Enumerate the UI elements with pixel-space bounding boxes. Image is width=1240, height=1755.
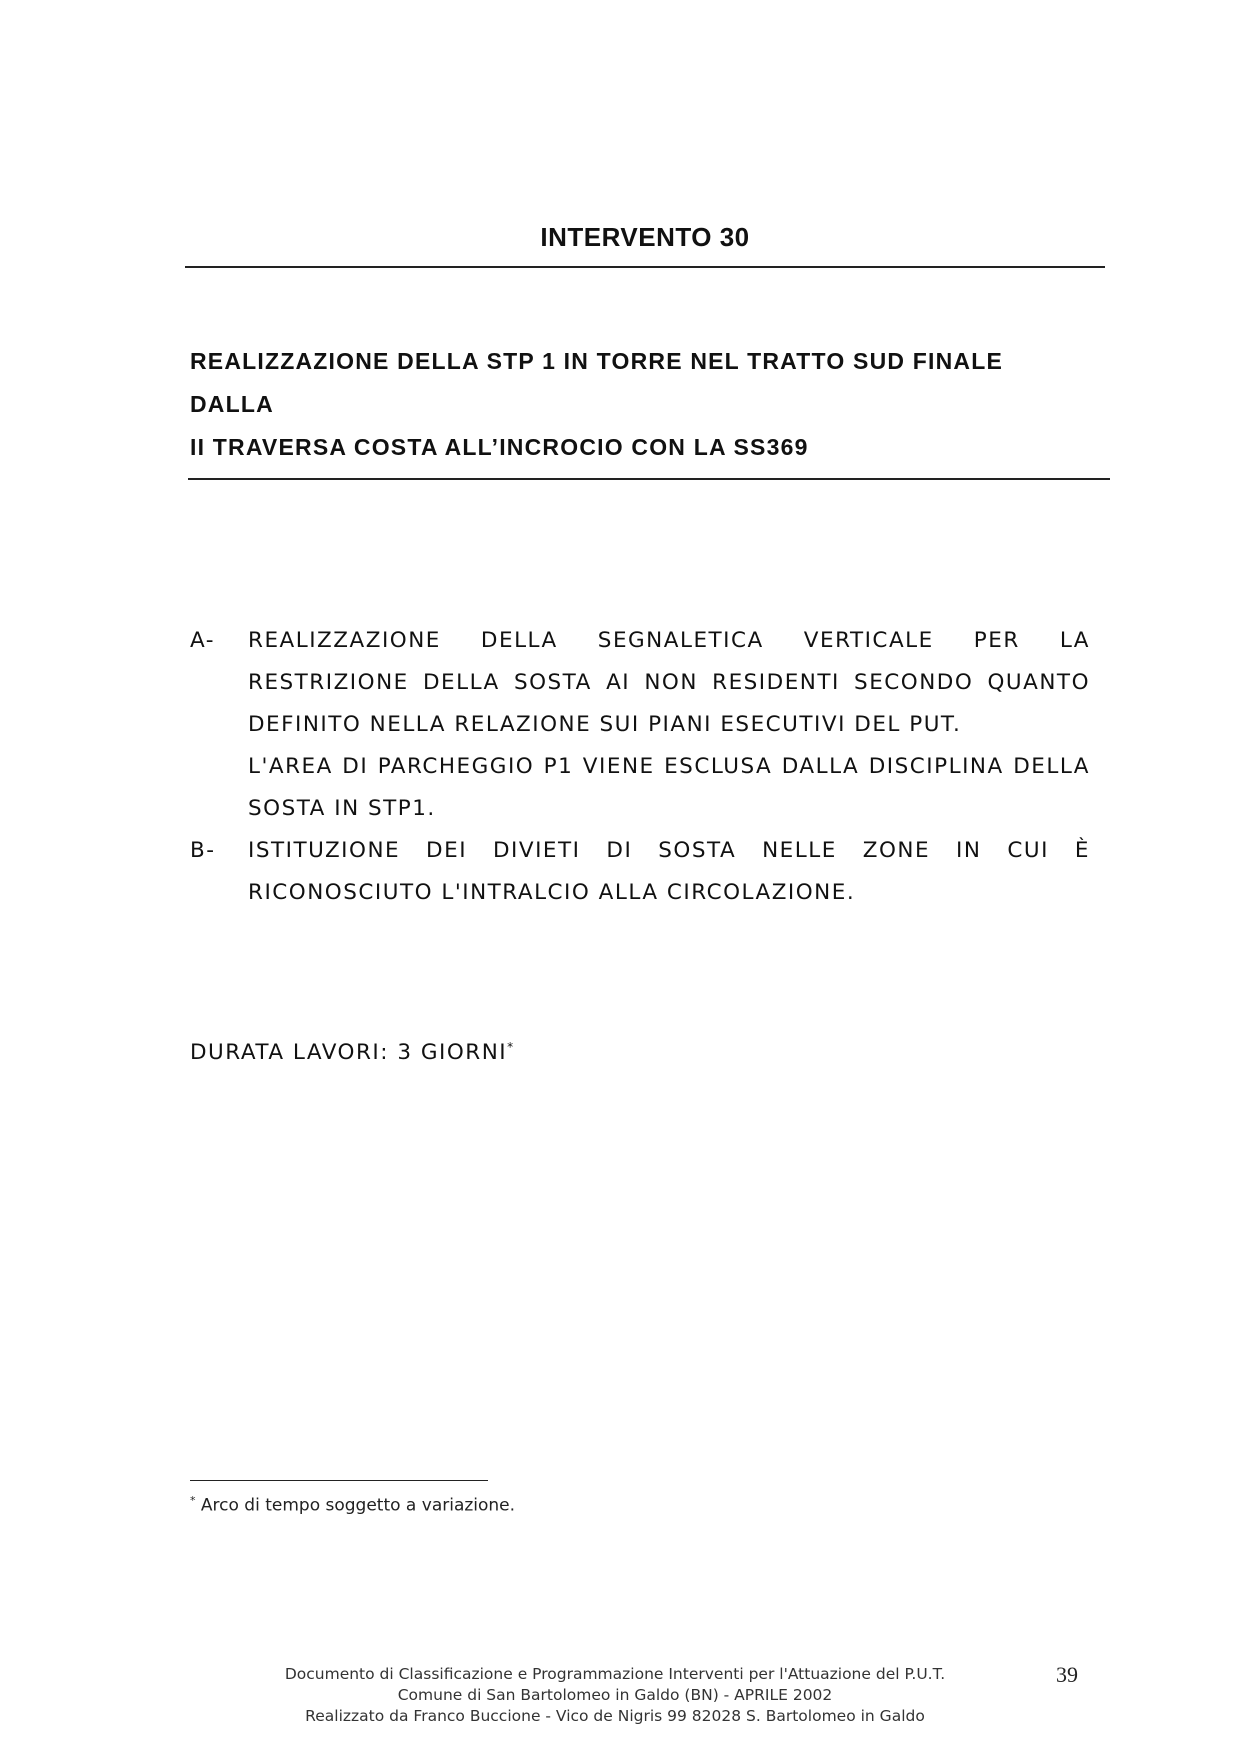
list-item bbox=[190, 830, 1090, 914]
intervention-subtitle bbox=[190, 340, 1090, 469]
list-item-text bbox=[248, 830, 1090, 914]
page-number: 39 bbox=[1056, 1662, 1078, 1687]
list-marker: B- bbox=[190, 838, 216, 863]
paragraph: L'AREA DI PARCHEGGIO P1 VIENE ESCLUSA DALLA DISCIPLINA DELLA SOSTA IN STP1. bbox=[248, 754, 1090, 821]
footnote-text: Arco di tempo soggetto a variazione. bbox=[200, 1495, 516, 1516]
intervention-list bbox=[190, 620, 1090, 914]
paragraph: REALIZZAZIONE DELLA SEGNALETICA VERTICALE PER LA RESTRIZIONE DELLA SOSTA AI NON RESIDENTI SECONDO QUANTO DEFINITO NELLA RELAZIONE SUI PIANI ESECUTIVI DEL PUT. bbox=[248, 628, 1090, 737]
footnote-separator bbox=[190, 1480, 488, 1481]
list-item bbox=[190, 620, 1090, 830]
footnote-ref: * bbox=[507, 1040, 515, 1054]
page-title: INTERVENTO 30 bbox=[540, 222, 750, 252]
subtitle-divider bbox=[188, 478, 1110, 480]
title-divider bbox=[185, 266, 1105, 268]
footer-line: Documento di Classificazione e Programmazione Interventi per l'Attuazione del P.U.T. bbox=[284, 1665, 946, 1683]
footnote-mark: * bbox=[190, 1494, 196, 1507]
work-duration bbox=[190, 1040, 515, 1065]
work-duration-text: DURATA LAVORI: 3 GIORNI bbox=[190, 1040, 508, 1066]
footer-line: Realizzato da Franco Buccione - Vico de Nigris 99 82028 S. Bartolomeo in Galdo bbox=[305, 1707, 925, 1725]
paragraph: ISTITUZIONE DEI DIVIETI DI SOSTA NELLE ZONE IN CUI È RICONOSCIUTO L'INTRALCIO ALLA CIRCOLAZIONE. bbox=[248, 838, 1090, 905]
footer-line: Comune di San Bartolomeo in Galdo (BN) - APRILE 2002 bbox=[397, 1686, 833, 1704]
list-item-text bbox=[248, 620, 1090, 830]
footnote bbox=[190, 1494, 515, 1516]
subtitle-line: REALIZZAZIONE DELLA STP 1 IN TORRE NEL TRATTO SUD FINALE DALLA bbox=[190, 348, 1004, 417]
list-marker: A- bbox=[190, 628, 215, 653]
subtitle-line: II TRAVERSA COSTA ALL’INCROCIO CON LA SS369 bbox=[190, 434, 809, 460]
